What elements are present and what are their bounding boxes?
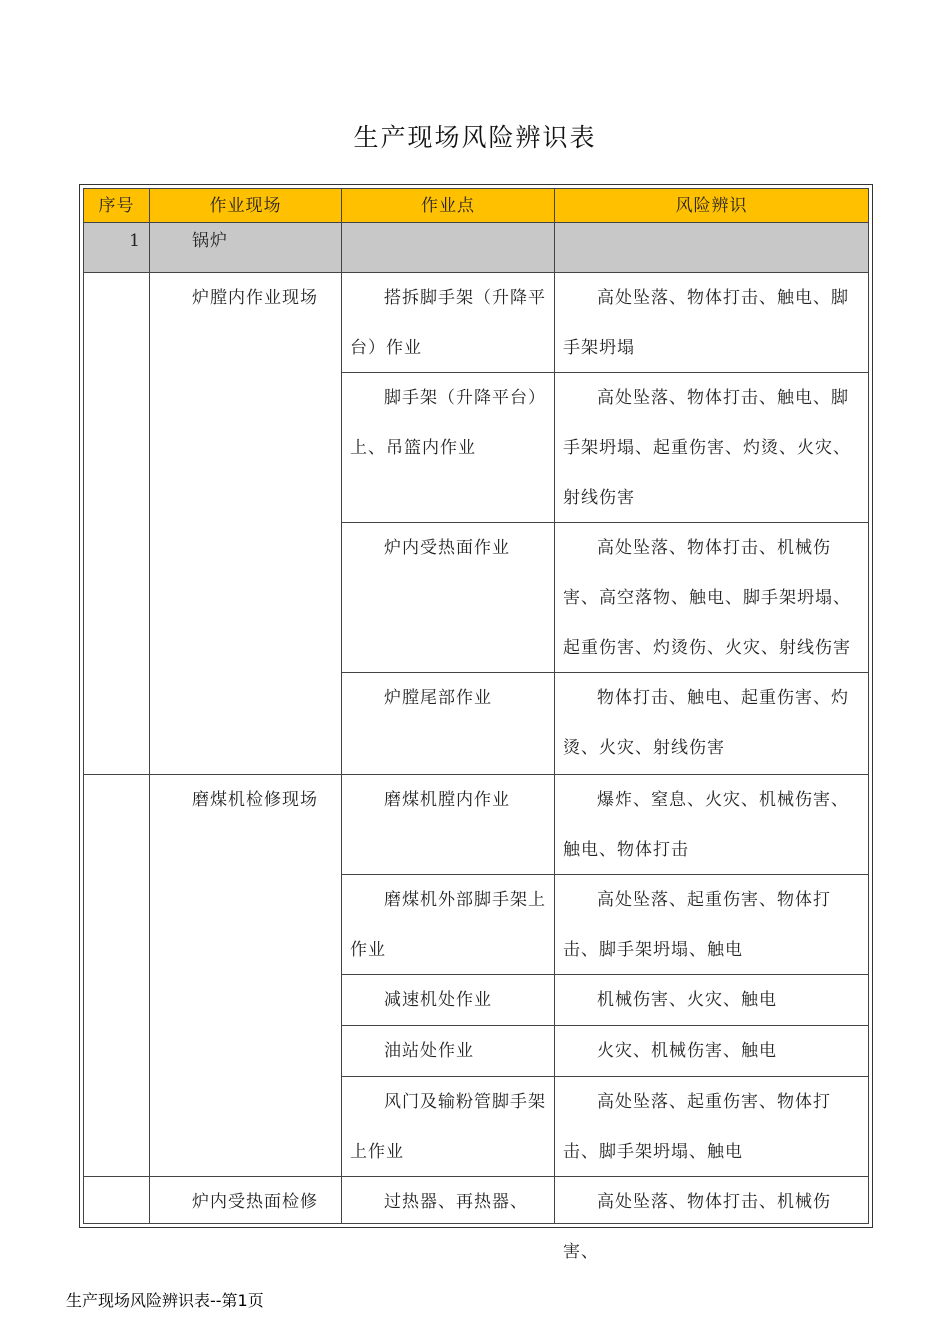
- risk-table-body: [83, 188, 869, 1262]
- section-no: 1: [83, 223, 150, 273]
- group-site: 炉内受热面检修: [150, 1177, 342, 1224]
- section-name: 锅炉: [150, 223, 342, 273]
- risk-text: 高处坠落、起重伤害、物体打击、脚手架坍塌、触电: [555, 1077, 869, 1177]
- work-point: 油站处作业: [342, 1026, 555, 1077]
- header-risk: 风险辨识: [555, 188, 869, 223]
- page-title: 生产现场风险辨识表: [353, 123, 597, 152]
- work-point: 过热器、再热器、: [342, 1177, 555, 1224]
- work-point: 磨煤机膛内作业: [342, 775, 555, 875]
- group-site: 磨煤机检修现场: [150, 775, 342, 1177]
- work-point: 搭拆脚手架（升降平台）作业: [342, 273, 555, 373]
- risk-text: 物体打击、触电、起重伤害、灼烫、火灾、射线伤害: [555, 673, 869, 775]
- risk-text: 高处坠落、物体打击、触电、脚手架坍塌: [555, 273, 869, 373]
- group-no-empty: [83, 775, 150, 1177]
- section-point-empty: [342, 223, 555, 273]
- work-point: 减速机处作业: [342, 975, 555, 1026]
- group-no-empty: [83, 1177, 150, 1224]
- risk-text: 高处坠落、物体打击、机械伤害、: [555, 1177, 869, 1224]
- risk-text: 高处坠落、物体打击、机械伤害、高空落物、触电、脚手架坍塌、起重伤害、灼烫伤、火灾、射线伤害: [555, 523, 869, 673]
- group-site: 炉膛内作业现场: [150, 273, 342, 775]
- risk-text: 火灾、机械伤害、触电: [555, 1026, 869, 1077]
- risk-table: [79, 184, 873, 1262]
- work-point: 磨煤机外部脚手架上作业: [342, 875, 555, 975]
- risk-text: 高处坠落、物体打击、触电、脚手架坍塌、起重伤害、灼烫、火灾、射线伤害: [555, 373, 869, 523]
- group-no-empty: [83, 273, 150, 775]
- header-point: 作业点: [342, 188, 555, 223]
- header-site: 作业现场: [150, 188, 342, 223]
- work-point: 风门及输粉管脚手架上作业: [342, 1077, 555, 1177]
- risk-text: 爆炸、窒息、火灾、机械伤害、触电、物体打击: [555, 775, 869, 875]
- page-footer: 生产现场风险辨识表--第1页: [66, 1291, 264, 1310]
- risk-text: 机械伤害、火灾、触电: [555, 975, 869, 1026]
- work-point: 炉膛尾部作业: [342, 673, 555, 775]
- header-no: 序号: [83, 188, 150, 223]
- work-point: 炉内受热面作业: [342, 523, 555, 673]
- section-risk-empty: [555, 223, 869, 273]
- work-point: 脚手架（升降平台）上、吊篮内作业: [342, 373, 555, 523]
- risk-text: 高处坠落、起重伤害、物体打击、脚手架坍塌、触电: [555, 875, 869, 975]
